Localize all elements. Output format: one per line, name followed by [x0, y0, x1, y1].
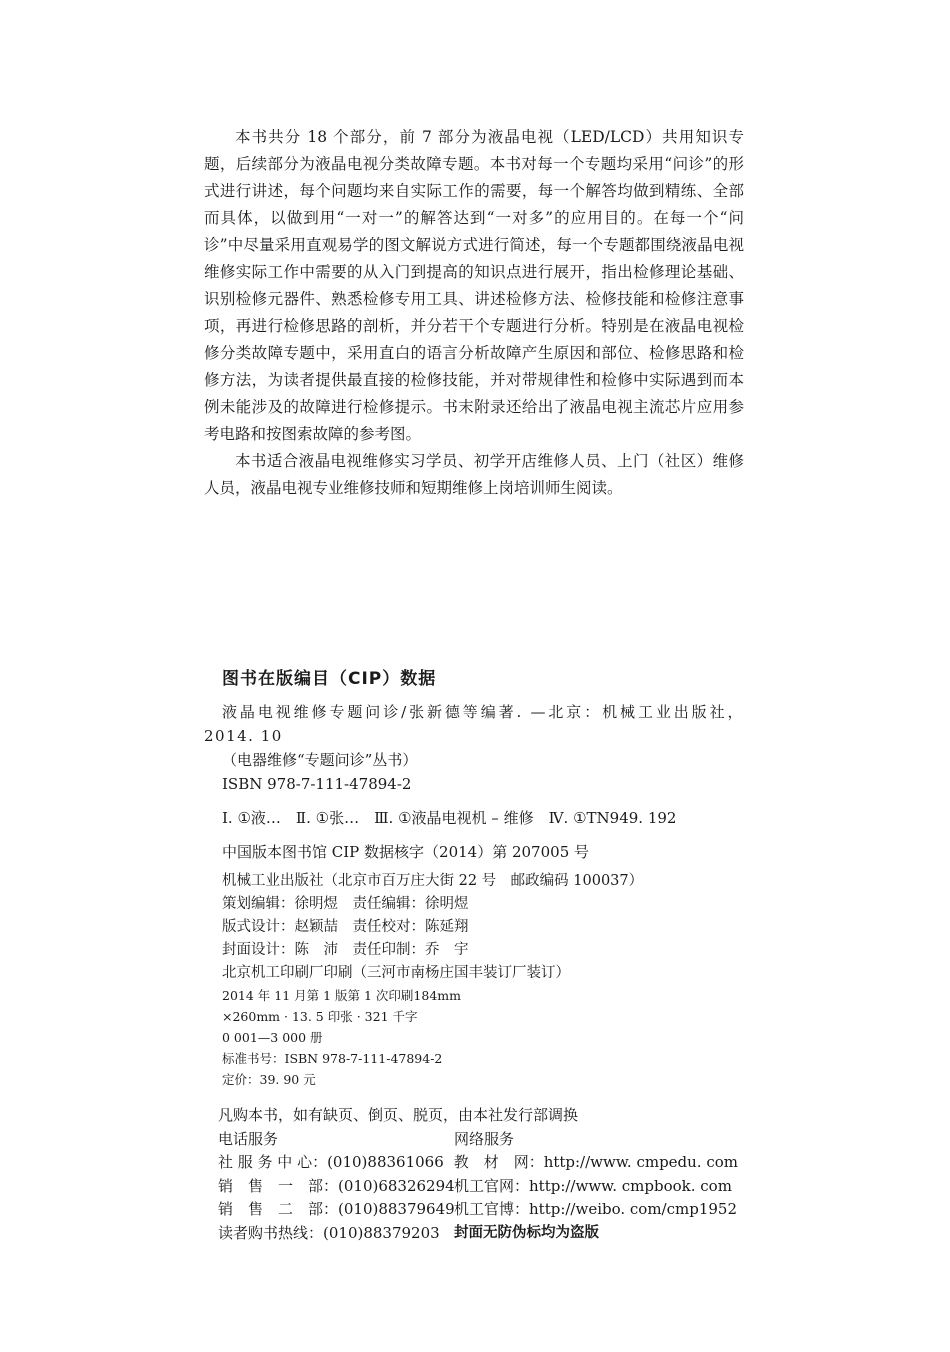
- cip-classification: Ⅰ. ①液… Ⅱ. ①张… Ⅲ. ①液晶电视机 – 维修 Ⅳ. ①TN949. 192: [222, 809, 677, 827]
- price-line: 定价：39. 90 元: [222, 1072, 316, 1087]
- service-row: [218, 1175, 738, 1199]
- format-line: ×260mm · 13. 5 印张 · 321 千字: [222, 1009, 418, 1024]
- publisher-address: 机械工业出版社（北京市百万庄大街 22 号 邮政编码 100037）: [222, 873, 644, 889]
- cip-isbn: ISBN 978-7-111-47894-2: [222, 775, 412, 793]
- service-phone: 销 售 二 部：(010)88379649: [218, 1200, 455, 1218]
- cover-print-line: 封面设计：陈 沛 责任印制：乔 宇: [222, 942, 469, 958]
- service-header-row: [218, 1128, 738, 1152]
- replacement-notice: 凡购本书，如有缺页、倒页、脱页，由本社发行部调换: [218, 1106, 579, 1124]
- book-summary: [204, 124, 744, 502]
- cip-verification: 中国版本图书馆 CIP 数据核字（2014）第 207005 号: [222, 843, 590, 861]
- phone-service-header: 电话服务: [218, 1129, 279, 1148]
- anti-piracy-notice: 封面无防伪标均为盗版: [454, 1224, 599, 1241]
- service-block: [218, 1104, 738, 1245]
- cip-title-line: 液晶电视维修专题问诊/张新德等编著. —北京：机械工业出版社，2014. 10: [204, 703, 744, 745]
- editors-line: 策划编辑：徐明煜 责任编辑：徐明煜: [222, 896, 469, 912]
- service-row: [218, 1198, 738, 1222]
- web-service-header: 网络服务: [454, 1129, 515, 1148]
- cip-heading: 图书在版编目（CIP）数据: [222, 669, 437, 689]
- cip-block: [204, 700, 744, 864]
- service-row: [218, 1222, 738, 1246]
- print-run-line: 0 001—3 000 册: [222, 1030, 323, 1045]
- design-proof-line: 版式设计：赵颖喆 责任校对：陈延翔: [222, 919, 469, 935]
- edition-line: 2014 年 11 月第 1 版第 1 次印刷184mm: [222, 988, 462, 1003]
- service-row: [218, 1151, 738, 1175]
- publisher-block: [222, 870, 742, 1090]
- standard-number-line: 标准书号：ISBN 978-7-111-47894-2: [222, 1051, 443, 1066]
- service-phone: 销 售 一 部：(010)68326294: [218, 1176, 455, 1195]
- summary-paragraph-1: 本书共分 18 个部分，前 7 部分为液晶电视（LED/LCD）共用知识专题，后续部分为液晶电视分类故障专题。本书对每一个专题均采用“问诊”的形式进行讲述，每个问题均来自实际工作的需要，每一个解答均做到精练、全部而具体，以做到用“一对一”的解答达到“一对多”的应用目的。在每一个“问诊”中尽量采用直观易学的图文解说方式进行简述，每一个专题都围绕液晶电视维修实际工作中需要的从入门到提高的知识点进行展开，指出检修理论基础、识别检修元器件、熟悉检修专用工具、讲述检修方法、检修技能和检修注意事项，再进行检修思路的剖析，并分若干个专题进行分析。特别是在液晶电视检修分类故障专题中，采用直白的语言分析故障产生原因和部位、检修思路和检修方法，为读者提供最直接的检修技能，并对带规律性和检修中实际遇到而本例未能涉及的故障进行检修提示。书末附录还给出了液晶电视主流芯片应用参考电路和按图索故障的参考图。: [204, 128, 744, 443]
- service-phone: 读者购书热线：(010)88379203: [218, 1223, 440, 1242]
- service-web: 机工官网：http://www. cmpbook. com: [454, 1176, 732, 1195]
- cip-series: （电器维修“专题问诊”丛书）: [222, 751, 418, 769]
- service-web: 教 材 网：http://www. cmpedu. com: [453, 1153, 738, 1171]
- printer-line: 北京机工印刷厂印刷（三河市南杨庄国丰装订厂装订）: [222, 965, 570, 981]
- summary-paragraph-2: 本书适合液晶电视维修实习学员、初学开店维修人员、上门（社区）维修人员，液晶电视专业维修技师和短期维修上岗培训师生阅读。: [204, 452, 744, 497]
- service-web: 机工官博：http://weibo. com/cmp1952: [454, 1200, 738, 1218]
- service-phone: 社 服 务 中 心：(010)88361066: [218, 1153, 444, 1171]
